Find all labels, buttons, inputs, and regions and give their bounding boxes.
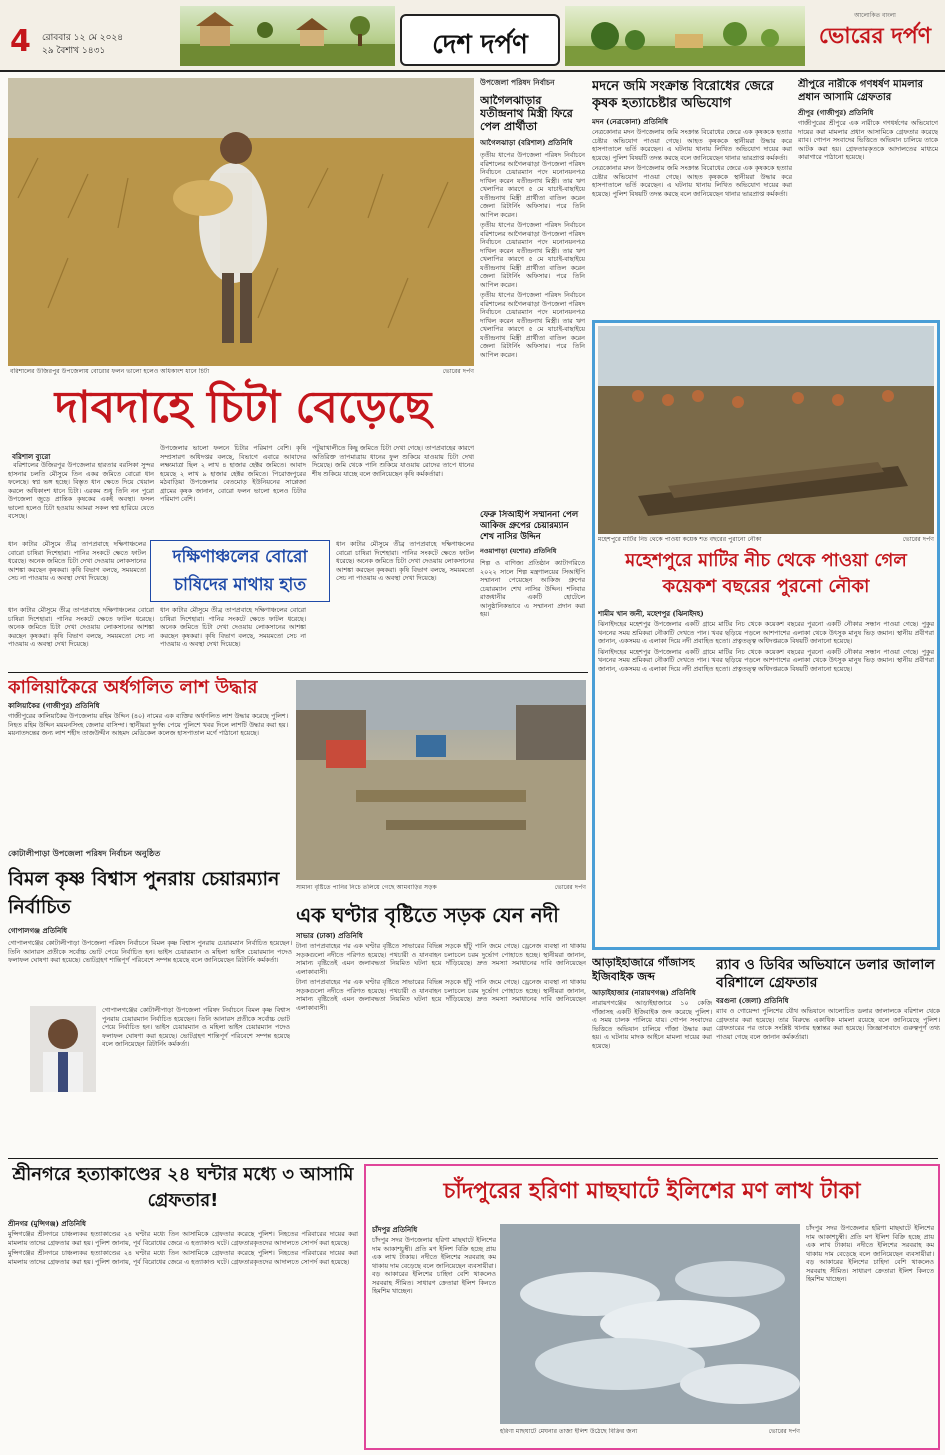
kaliakair-byline: কালিয়াকৈর (গাজীপুর) প্রতিনিধি	[8, 701, 100, 710]
lead-story-col-2: উপজেলার ভালো ফলনে চিটার পরিমাণ বেশি। কৃষি সম্প্রসারণ অধিদপ্তর বলছে, বিভাগে এবারে আবাদের লক্ষ্যমাত্রা ছিল ২ লাখ ৪ হাজার হেক্টর জমিতে। আবাদ হয়েছে ২ লাখ ৯ হাজার হেক্টর জমিতে। পিরোজপুরের মঠবাড়িয়া উপজেলার বেতমোড় ইউনিয়নের সাপ্লেজা গ্রামের কৃষক জানান, বোরো ফলন ভালো হলেও চিটার পরিমাণ বেশি।	[160, 444, 306, 503]
logo	[810, 10, 940, 66]
savar-body: টানা তাপপ্রবাহের পর এক ঘণ্টার বৃষ্টিতে সাভারের বিভিন্ন সড়কে হাঁটু পানি জমে গেছে। ড্রেনেজ ব্যবস্থা না থাকায় সড়কগুলো নদীতে পরিণত হয়েছে। পথচারী ও যানবাহন চলাচলে চরম দুর্ভোগ পোহাতে হচ্ছে। স্থানীয়রা জানান, সামান্য বৃষ্টিতেই এমন জলাবদ্ধতা নিয়মিত ঘটনা হয়ে দাঁড়িয়েছে। দ্রুত সমস্যা সমাধানের দাবি জানিয়েছেন এলাকাবাসী।	[296, 942, 586, 976]
hilsa-body: চাঁদপুর সদর উপজেলার হরিণা মাছঘাটে ইলিশের দাম আকাশচুম্বী। প্রতি মণ ইলিশ বিক্রি হচ্ছে প্রায় এক লাখ টাকায়। নদীতে ইলিশের সরবরাহ কম থাকায় দাম বেড়েছে বলে জানিয়েছেন ব্যবসায়ীরা। বড় আকারের ইলিশের চাহিদা বেশি থাকলেও সরবরাহ সীমিত। সাধারণ ক্রেতারা ইলিশ কিনতে হিমশিম খাচ্ছেন।	[372, 1236, 496, 1295]
kotalipara-kicker: কোটালীপাড়া উপজেলা পরিষদ নির্বাচন অনুষ্ঠিত	[8, 849, 161, 858]
hilsa-col-3: চাঁদপুর সদর উপজেলার হরিণা মাছঘাটে ইলিশের দাম আকাশচুম্বী। প্রতি মণ ইলিশ বিক্রি হচ্ছে প্রায় এক লাখ টাকায়। নদীতে ইলিশের সরবরাহ কম থাকায় দাম বেড়েছে বলে জানিয়েছেন ব্যবসায়ীরা। বড় আকারের ইলিশের চাহিদা বেশি থাকলেও সরবরাহ সীমিত। সাধারণ ক্রেতারা ইলিশ কিনতে হিমশিম খাচ্ছেন।	[806, 1224, 934, 1283]
lead-story-col-3: পটুয়াখালীতে কিছু জমিতে চিটা দেখা গেছে। তাপপ্রবাহের কারণে অতিরিক্ত তাপমাত্রায় ধানের ফুল শুকিয়ে যাওয়ায় চিটা দেখা দিয়েছে। জমি থেকে পানি শুকিয়ে যাওয়ায় রোদের তাপে ধানের শীষ শুকিয়ে যাচ্ছে বলে জানিয়েছেন কৃষি কর্মকর্তারা।	[312, 444, 474, 478]
side-story-2-body: শিল্প ও বাণিজ্য প্রতিষ্ঠান ক্যাটাগরিতে ২০২২ সালে শিল্প মন্ত্রণালয়ের সিআইপি সম্মাননা পেয়েছেন আকিজ গ্রুপের চেয়ারম্যান শেখ নাসির উদ্দিন। শনিবার রাজধানীর একটি হোটেলে আনুষ্ঠানিকভাবে এ সম্মাননা প্রদান করা হয়।	[480, 559, 585, 618]
side-story-1-kicker: উপজেলা পরিষদ নির্বাচন	[480, 78, 555, 87]
divider	[8, 672, 588, 673]
side-story-1	[480, 78, 585, 506]
kotalipara-body-2: গোপালগঞ্জের কোটালীপাড়া উপজেলা পরিষদ নির্বাচনে বিমল কৃষ্ণ বিশ্বাস পুনরায় চেয়ারম্যান নির্বাচিত হয়েছেন। তিনি আনারস প্রতীকে সর্বোচ্চ ভোট পেয়ে নির্বাচিত হন। ভাইস চেয়ারম্যান ও মহিলা ভাইস চেয়ারম্যান পদেও ফলাফল ঘোষণা করা হয়েছে। ভোটগ্রহণ শান্তিপূর্ণ পরিবেশে সম্পন্ন হয়েছে বলে জানিয়েছেন রিটার্নিং কর্মকর্তা।	[102, 1006, 290, 1048]
sreepur-story	[798, 78, 938, 318]
hilsa-fish-image	[500, 1224, 800, 1424]
rab-headline: র‍্যাব ও ডিবির অভিযানে ডলার জালাল বরিশালে গ্রেফতার	[716, 957, 935, 991]
feature-col-2: ধান কাটার মৌসুমে তীব্র তাপপ্রবাহে দক্ষিণাঞ্চলের বোরো চাষিরা দিশেহারা। পানির সংকটে ক্ষেতে ফাটল ধরেছে। অনেক জমিতে চিটা দেখা দেওয়ায় লোকসানের আশঙ্কা করছেন কৃষকরা। কৃষি বিভাগ বলছে, সময়মতো সেচ না পাওয়ায় এ অবস্থা দেখা দিয়েছে।	[8, 606, 154, 648]
savar-body-cont: টানা তাপপ্রবাহের পর এক ঘণ্টার বৃষ্টিতে সাভারের বিভিন্ন সড়কে হাঁটু পানি জমে গেছে। ড্রেনেজ ব্যবস্থা না থাকায় সড়কগুলো নদীতে পরিণত হয়েছে। পথচারী ও যানবাহন চলাচলে চরম দুর্ভোগ পোহাতে হচ্ছে। স্থানীয়রা জানান, সামান্য বৃষ্টিতেই এমন জলাবদ্ধতা নিয়মিত ঘটনা হয়ে দাঁড়িয়েছে। দ্রুত সমস্যা সমাধানের দাবি জানিয়েছেন এলাকাবাসী।	[296, 978, 586, 1012]
kotalipara-portrait	[30, 1006, 96, 1092]
lead-story-byline: বরিশাল ব্যুরো	[12, 451, 51, 461]
flood-photo-caption: সামান্য বৃষ্টিতে পানির নিচে তলিয়ে গেছে আমবাড়ির সড়ক	[296, 884, 437, 891]
hilsa-headline: চাঁদপুরের হরিণা মাছঘাটে ইলিশের মণ লাখ টাকা	[443, 1179, 861, 1204]
flood-photo-credit: ভোরের দর্পণ	[554, 884, 586, 891]
rab-story	[716, 956, 940, 1156]
kaliakair-body: গাজীপুরের কালিয়াকৈর উপজেলায় রহিম উদ্দিন (৪০) নামের এক ব্যক্তির অর্ধগলিত লাশ উদ্ধার করেছে পুলিশ। নিহত রহিম উদ্দিন ময়মনসিংহ জেলার বাসিন্দা। স্থানীয়রা দুর্গন্ধ পেয়ে পুলিশে খবর দিলে লাশটি উদ্ধার করা হয়। ময়নাতদন্তের জন্য লাশ শহীদ তাজউদ্দীন আহমদ মেডিকেল কলেজ হাসপাতাল মর্গে পাঠানো হয়েছে।	[8, 712, 291, 737]
sreepur-byline: শ্রীপুর (গাজীপুর) প্রতিনিধি	[798, 108, 874, 117]
side-story-1-byline: আগৈলঝাড়া (বরিশাল) প্রতিনিধি	[480, 138, 573, 147]
boat-body-cont: ঝিনাইদহের মহেশপুর উপজেলার একটি গ্রামে মাটির নিচ থেকে কয়েকশ বছরের পুরনো একটি নৌকার সন্ধান পাওয়া গেছে। পুকুর খননের সময় শ্রমিকরা নৌকাটি দেখতে পান। খবর ছড়িয়ে পড়লে আশপাশের এলাকা থেকে উৎসুক মানুষ ভিড় জমান। স্থানীয় প্রবীণরা জানান, একসময় এ এলাকা দিয়ে নদী প্রবাহিত হতো। প্রত্নতত্ত্ব অধিদপ্তরকে বিষয়টি জানানো হয়েছে।	[598, 647, 934, 673]
srinagar-body-cont: মুন্সিগঞ্জের শ্রীনগরে চাঞ্চল্যকর হত্যাকাণ্ডের ২৪ ঘণ্টার মধ্যে তিন আসামিকে গ্রেফতার করেছে পুলিশ। নিহতের পরিবারের দায়ের করা মামলায় তাদের গ্রেফতার করা হয়। পুলিশ জানায়, পূর্ব বিরোধের জেরে এ হত্যাকাণ্ড ঘটে। গ্রেফতারকৃতদের আদালতে সোপর্দ করা হয়েছে।	[8, 1249, 358, 1266]
hilsa-photo	[500, 1224, 800, 1424]
date-line-2: ২৯ বৈশাখ ১৪৩১	[42, 46, 106, 56]
savar-headline: এক ঘণ্টার বৃষ্টিতে সড়ক যেন নদী	[296, 903, 559, 927]
flood-photo	[296, 680, 586, 880]
date-block	[42, 32, 182, 66]
srinagar-byline: শ্রীনগর (মুন্সিগঞ্জ) প্রতিনিধি	[8, 1219, 86, 1228]
page-number: 4	[10, 24, 31, 59]
madan-headline: মদনে জমি সংক্রান্ত বিরোধের জেরে কৃষক হত্যাচেষ্টার অভিযোগ	[592, 79, 774, 111]
logo-tag: আলোকিত বাংলা	[854, 12, 896, 19]
date-line-1: রোববার ১২ মে ২০২৪	[42, 33, 124, 43]
boat-story	[598, 608, 934, 946]
boat-body: ঝিনাইদহের মহেশপুর উপজেলার একটি গ্রামে মাটির নিচ থেকে কয়েকশ বছরের পুরনো একটি নৌকার সন্ধান পাওয়া গেছে। পুকুর খননের সময় শ্রমিকরা নৌকাটি দেখতে পান। খবর ছড়িয়ে পড়লে আশপাশের এলাকা থেকে উৎসুক মানুষ ভিড় জমান। স্থানীয় প্রবীণরা জানান, একসময় এ এলাকা দিয়ে নদী প্রবাহিত হতো। প্রত্নতত্ত্ব অধিদপ্তরকে বিষয়টি জানানো হয়েছে।	[598, 620, 934, 645]
field-illustration-icon	[180, 6, 395, 66]
sreepur-headline: শ্রীপুরে নারীকে গণধর্ষণ মামলার প্রধান আসামি গ্রেফতার	[798, 79, 924, 103]
hilsa-photo-credit: ভোরের দর্পণ	[768, 1428, 800, 1435]
hilsa-photo-caption: হরিণা মাছঘাটে মেঘনার তাজা ইলিশ উঠেছে বিক্রির জন্য	[500, 1428, 638, 1435]
hilsa-col-1	[372, 1224, 496, 1446]
lead-headline: দাবদাহে চিটা বেড়েছে	[54, 382, 432, 433]
candidate-portrait-image	[30, 1006, 96, 1092]
savar-story	[296, 900, 586, 1150]
lead-story-body-1: বরিশালের উজিরপুর উপজেলার হারতার বরসিকা সুন্দর হাসনার চলতি মৌসুমে তিন একর জমিতে বোরো ধান ফলেছে। স্বপ্ন ভঙ্গ হচ্ছে। বিস্তৃত ধান ক্ষেতে দিয়ে খেয়াল করলে অধিকাংশ ধানে চিটা। এরকম শুধু তিনি নন পুরো উপজেলা জুড়ে প্রান্তিক কৃষকের একই অবস্থা। ফসল ভালো হলেও চিটা হওয়ায় আমরা সকল স্বপ্ন হারিয়ে যেতে বসেছে।	[8, 461, 154, 520]
side-story-1-body-cont2: তৃতীয় ধাপের উপজেলা পরিষদ নির্বাচনে বরিশালের আগৈলঝাড়া উপজেলা পরিষদ নির্বাচনে চেয়ারম্যান পদে মনোনয়নপত্র দাখিল করেন যতীন্দ্রনাথ মিস্ত্রী। তার ঋণ খেলাপির কারণে ৫ মে যাচাই-বাছাইয়ে যতীন্দ্রনাথ মিস্ত্রী প্রার্থীতা বাতিল করেন জেলা রিটার্নিং অফিসার। পরে তিনি আপিল করেন।	[480, 291, 585, 359]
boat-photo	[598, 326, 934, 534]
feature-col-1: ধান কাটার মৌসুমে তীব্র তাপপ্রবাহে দক্ষিণাঞ্চলের বোরো চাষিরা দিশেহারা। পানির সংকটে ক্ষেতে ফাটল ধরেছে। অনেক জমিতে চিটা দেখা দেওয়ায় লোকসানের আশঙ্কা করছেন কৃষকরা। কৃষি বিভাগ বলছে, সময়মতো সেচ না পাওয়ায় এ অবস্থা দেখা দিয়েছে।	[8, 540, 146, 582]
rab-byline: বরগুনা (জেলা) প্রতিনিধি	[716, 996, 789, 1005]
side-story-2-byline: নওয়াপাড়া (যশোর) প্রতিনিধি	[480, 547, 557, 555]
logo-text: ভোরের দর্পণ	[818, 24, 932, 49]
ganja-story	[592, 956, 712, 1156]
lead-story-col-1	[8, 444, 154, 540]
madan-body: নেত্রকোনার মদন উপজেলায় জমি সংক্রান্ত বিরোধের জেরে এক কৃষককে হত্যার চেষ্টার অভিযোগ পাওয়া গেছে। আহত কৃষককে স্থানীয়রা উদ্ধার করে হাসপাতালে ভর্তি করেছেন। এ ঘটনায় থানায় লিখিত অভিযোগ দায়ের করা হয়েছে। পুলিশ বিষয়টি তদন্ত করছে বলে জানিয়েছেন থানার ভারপ্রাপ্ত কর্মকর্তা।	[592, 128, 792, 162]
side-story-1-headline: আগৈলঝাড়ার যতীন্দ্রনাথ মিস্ত্রী ফিরে পেল প্রার্থীতা	[480, 94, 573, 133]
boat-photo-credit: ভোরের দর্পণ	[902, 536, 934, 543]
flooded-road-image	[296, 680, 586, 880]
lead-headline-box	[8, 378, 478, 440]
lead-photo-credit: ভোরের দর্পণ	[442, 368, 474, 375]
srinagar-body: মুন্সিগঞ্জের শ্রীনগরে চাঞ্চল্যকর হত্যাকাণ্ডের ২৪ ঘণ্টার মধ্যে তিন আসামিকে গ্রেফতার করেছে পুলিশ। নিহতের পরিবারের দায়ের করা মামলায় তাদের গ্রেফতার করা হয়। পুলিশ জানায়, পূর্ব বিরোধের জেরে এ হত্যাকাণ্ড ঘটে। গ্রেফতারকৃতদের আদালতে সোপর্দ করা হয়েছে।	[8, 1230, 358, 1247]
ganja-headline: আড়াইহাজারে গাঁজাসহ ইজিবাইক জব্দ	[592, 956, 695, 983]
srinagar-headline: শ্রীনগরে হত্যাকাণ্ডের ২৪ ঘন্টার মধ্যে ৩ আসামি গ্রেফতার!	[12, 1164, 354, 1211]
madan-byline: মদন (নেত্রকোনা) প্রতিনিধি	[592, 117, 668, 126]
masthead-banner-right	[565, 6, 805, 66]
side-story-2-headline: ফেরু সিআইপি সম্মাননা পেল আকিজ গ্রুপের চেয়ারম্যান শেখ নাসির উদ্দিন	[480, 510, 579, 542]
feature-col-4: ধান কাটার মৌসুমে তীব্র তাপপ্রবাহে দক্ষিণাঞ্চলের বোরো চাষিরা দিশেহারা। পানির সংকটে ক্ষেতে ফাটল ধরেছে। অনেক জমিতে চিটা দেখা দেওয়ায় লোকসানের আশঙ্কা করছেন কৃষকরা। কৃষি বিভাগ বলছে, সময়মতো সেচ না পাওয়ায় এ অবস্থা দেখা দিয়েছে।	[336, 540, 474, 582]
madan-story	[592, 78, 792, 318]
feature-headline-box	[150, 540, 330, 602]
kotalipara-headline: বিমল কৃষ্ণ বিশ্বাস পুনরায় চেয়ারম্যান নির্বাচিত	[8, 868, 280, 918]
sreepur-body: গাজীপুরের শ্রীপুরে এক নারীকে গণধর্ষণের অভিযোগে দায়ের করা মামলার প্রধান আসামিকে গ্রেফতার করেছে র‍্যাব। গোপন সংবাদের ভিত্তিতে অভিযান চালিয়ে তাকে আটক করা হয়। গ্রেফতারকৃতকে আদালতের মাধ্যমে কারাগারে পাঠানো হয়েছে।	[798, 119, 938, 161]
masthead	[0, 0, 945, 72]
savar-byline: সাভার (ঢাকা) প্রতিনিধি	[296, 931, 363, 940]
side-story-2	[480, 510, 585, 670]
srinagar-story	[8, 1162, 358, 1452]
lead-photo-caption: বরিশালের উজিরপুর উপজেলায় বোরোর ফলন ভালো হলেও অধিকাংশ ধানে চিটা	[10, 368, 210, 375]
boat-photo-caption: মহেশপুরে মাটির নিচ থেকে পাওয়া কয়েক শত বছরের পুরানো নৌকা	[598, 536, 762, 543]
hilsa-byline: চাঁদপুর প্রতিনিধি	[372, 1225, 418, 1234]
section-title-box	[400, 14, 560, 66]
kotalipara-byline: গোপালগঞ্জ প্রতিনিধি	[8, 926, 68, 935]
kotalipara-body: গোপালগঞ্জের কোটালীপাড়া উপজেলা পরিষদ নির্বাচনে বিমল কৃষ্ণ বিশ্বাস পুনরায় চেয়ারম্যান নির্বাচিত হয়েছেন। তিনি আনারস প্রতীকে সর্বোচ্চ ভোট পেয়ে নির্বাচিত হন। ভাইস চেয়ারম্যান ও মহিলা ভাইস চেয়ারম্যান পদেও ফলাফল ঘোষণা করা হয়েছে। ভোটগ্রহণ শান্তিপূর্ণ পরিবেশে সম্পন্ন হয়েছে বলে জানিয়েছেন রিটার্নিং কর্মকর্তা।	[8, 939, 292, 964]
feature-headline: দক্ষিণাঞ্চলের বোরো চাষিদের মাথায় হাত	[172, 547, 308, 595]
lead-photo	[8, 78, 474, 366]
rab-body: র‍্যাব ও গোয়েন্দা পুলিশের যৌথ অভিযানে আলোচিত ডলার জালালকে বরিশাল থেকে গ্রেফতার করা হয়েছে। তার বিরুদ্ধে একাধিক মামলা রয়েছে বলে জানিয়েছে পুলিশ। গ্রেফতারের পর তাকে সংশ্লিষ্ট থানায় হস্তান্তর করা হয়েছে। জিজ্ঞাসাবাদে গুরুত্বপূর্ণ তথ্য পাওয়া গেছে বলে জানান কর্মকর্তারা।	[716, 1007, 940, 1041]
ganja-byline: আড়াইহাজার (নারায়ণগঞ্জ) প্রতিনিধি	[592, 988, 696, 997]
madan-body-cont: নেত্রকোনার মদন উপজেলায় জমি সংক্রান্ত বিরোধের জেরে এক কৃষককে হত্যার চেষ্টার অভিযোগ পাওয়া গেছে। আহত কৃষককে স্থানীয়রা উদ্ধার করে হাসপাতালে ভর্তি করেছেন। এ ঘটনায় থানায় লিখিত অভিযোগ দায়ের করা হয়েছে। পুলিশ বিষয়টি তদন্ত করছে বলে জানিয়েছেন থানার ভারপ্রাপ্ত কর্মকর্তা।	[592, 164, 792, 198]
section-title: দেশ দর্পণ	[432, 30, 528, 60]
boat-byline: শামীম খান জনী, মহেশপুর (ঝিনাইদহ)	[598, 609, 704, 618]
kaliakair-headline: কালিয়াকৈরে অর্ধগলিত লাশ উদ্ধার	[8, 677, 258, 698]
ancient-boat-image	[598, 326, 934, 534]
side-story-1-body: তৃতীয় ধাপের উপজেলা পরিষদ নির্বাচনে বরিশালের আগৈলঝাড়া উপজেলা পরিষদ নির্বাচনে চেয়ারম্যান পদে মনোনয়নপত্র দাখিল করেন যতীন্দ্রনাথ মিস্ত্রী। তার ঋণ খেলাপির কারণে ৫ মে যাচাই-বাছাইয়ে যতীন্দ্রনাথ মিস্ত্রী প্রার্থীতা বাতিল করেন জেলা রিটার্নিং অফিসার। পরে তিনি আপিল করেন।	[480, 151, 585, 219]
boat-headline: মহেশপুরে মাটির নীচ থেকে পাওয়া গেল কয়েকশ বছরের পুরনো নৌকা	[625, 550, 907, 597]
side-story-1-body-cont: তৃতীয় ধাপের উপজেলা পরিষদ নির্বাচনে বরিশালের আগৈলঝাড়া উপজেলা পরিষদ নির্বাচনে চেয়ারম্যান পদে মনোনয়নপত্র দাখিল করেন যতীন্দ্রনাথ মিস্ত্রী। তার ঋণ খেলাপির কারণে ৫ মে যাচাই-বাছাইয়ে যতীন্দ্রনাথ মিস্ত্রী প্রার্থীতা বাতিল করেন জেলা রিটার্নিং অফিসার। পরে তিনি আপিল করেন।	[480, 221, 585, 289]
paddy-field-image	[8, 78, 474, 366]
harvest-illustration-icon	[565, 6, 805, 66]
bottom-divider	[8, 1158, 938, 1159]
hilsa-headline-box	[370, 1170, 934, 1220]
masthead-banner-left	[180, 6, 395, 66]
feature-col-3: ধান কাটার মৌসুমে তীব্র তাপপ্রবাহে দক্ষিণাঞ্চলের বোরো চাষিরা দিশেহারা। পানির সংকটে ক্ষেতে ফাটল ধরেছে। অনেক জমিতে চিটা দেখা দেওয়ায় লোকসানের আশঙ্কা করছেন কৃষকরা। কৃষি বিভাগ বলছে, সময়মতো সেচ না পাওয়ায় এ অবস্থা দেখা দিয়েছে।	[160, 606, 306, 648]
boat-headline-box	[598, 548, 934, 604]
ganja-body: নারায়ণগঞ্জের আড়াইহাজারে ১০ কেজি গাঁজাসহ একটি ইজিবাইক জব্দ করেছে পুলিশ। এ সময় চালক পালিয়ে যায়। গোপন সংবাদের ভিত্তিতে অভিযান চালিয়ে গাঁজা উদ্ধার করা হয়। এ ঘটনায় মাদক আইনে মামলা দায়ের করা হয়েছে।	[592, 999, 712, 1050]
